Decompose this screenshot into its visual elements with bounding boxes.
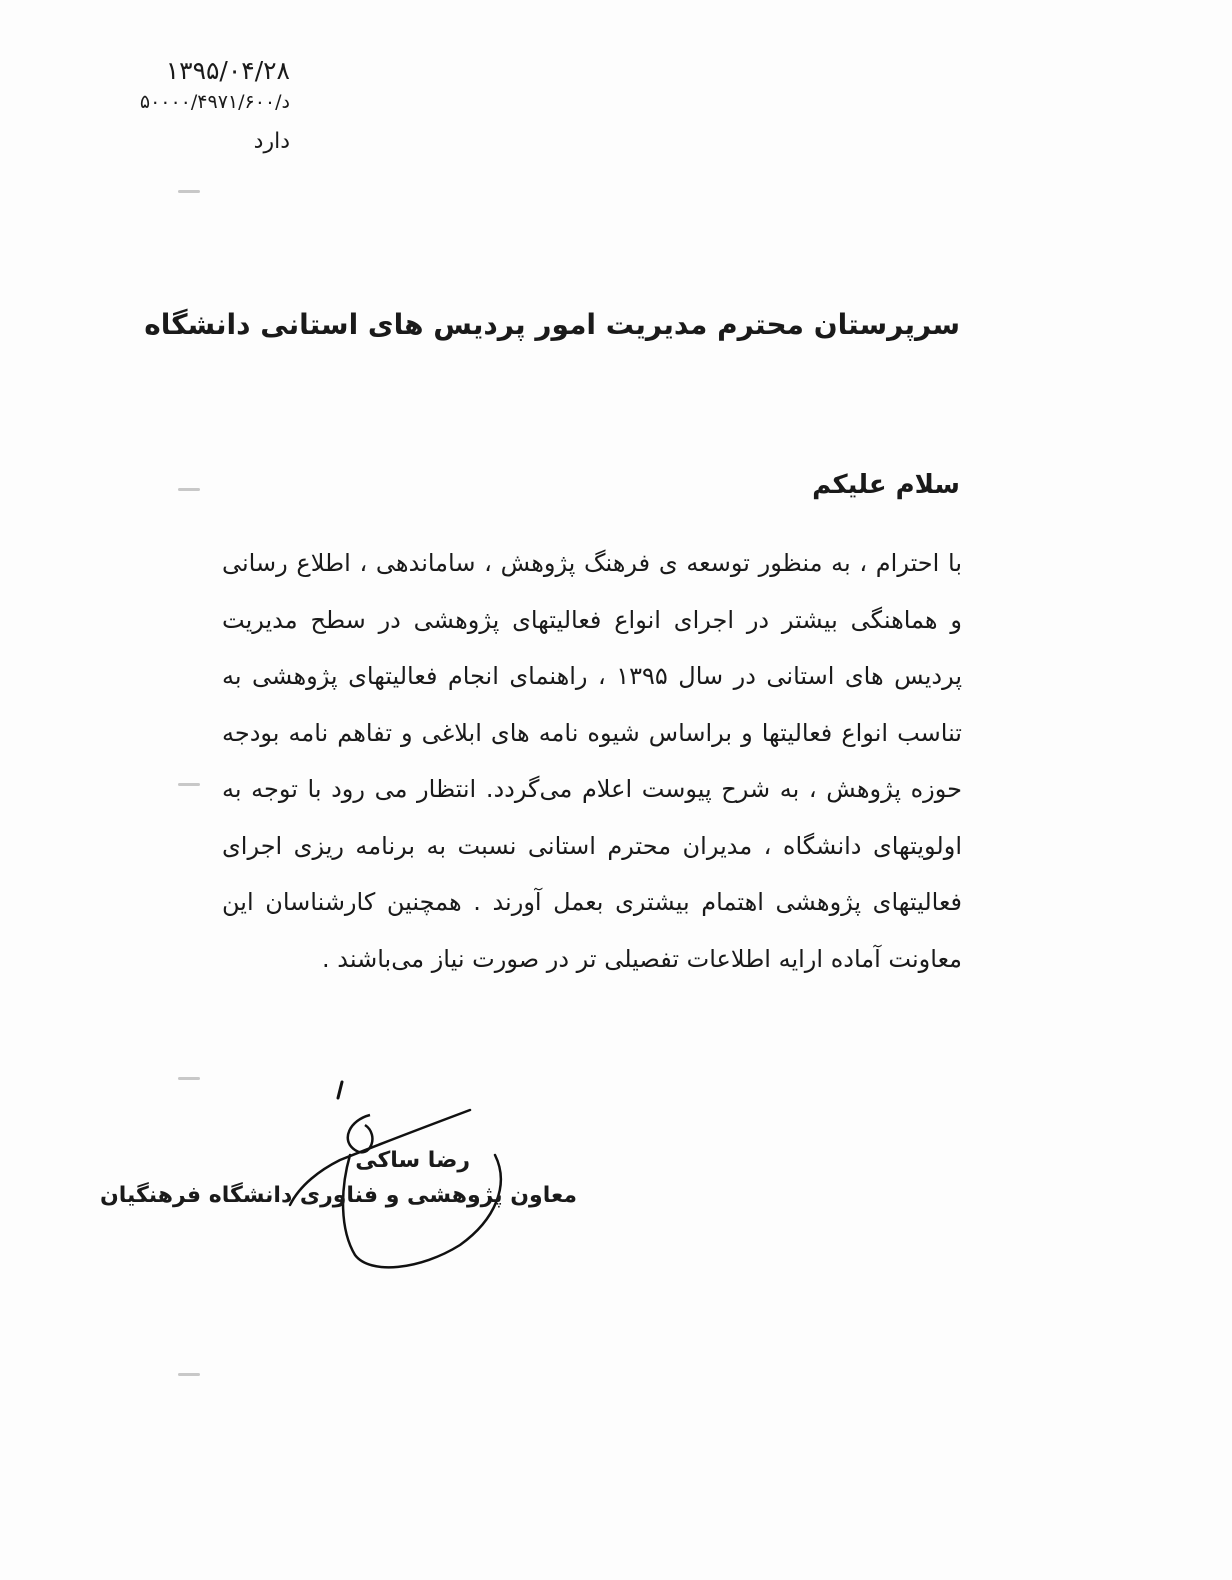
- signatory-title: معاون پژوهشی و فناوری دانشگاه فرهنگیان: [99, 1183, 577, 1208]
- signatory-name: رضا ساکی: [355, 1148, 470, 1173]
- scan-speck: [178, 1373, 200, 1376]
- handwritten-signature: [280, 1070, 520, 1280]
- letter-number: د/۵۰۰۰۰/۴۹۷۱/۶۰۰: [139, 91, 290, 113]
- scan-speck: [178, 1077, 200, 1080]
- scan-speck: [178, 190, 200, 193]
- greeting: سلام علیکم: [812, 470, 960, 500]
- letter-body: با احترام ، به منظور توسعه ی فرهنگ پژوهش ، ساماندهی ، اطلاع رسانی و هماهنگی بیشتر در اجرای انواع فعالیتهای پژوهشی در سطح مدیریت پردیس های استانی در سال ۱۳۹۵ ، راهنمای انجام فعالیتهای پژوهشی به تناسب انواع فعالیتها و براساس شیوه نامه های ابلاغی و تفاهم نامه بودجه حوزه پژوهش ، به شرح پیوست اعلام می‌گردد. انتظار می رود با توجه به اولویتهای دانشگاه ، مدیران محترم استانی نسبت به برنامه ریزی اجرای فعالیتهای پژوهشی اهتمام بیشتری بعمل آورند . همچنین کارشناسان این معاونت آماده ارایه اطلاعات تفصیلی تر در صورت نیاز می‌باشند .: [222, 549, 963, 973]
- scan-speck: [178, 488, 200, 491]
- attachment-status: دارد: [253, 129, 290, 154]
- scan-speck: [178, 783, 200, 786]
- addressee: سرپرستان محترم مدیریت امور پردیس های استانی دانشگاه: [144, 308, 960, 341]
- letter-meta: [100, 55, 290, 159]
- letter-date: ۱۳۹۵/۰۴/۲۸: [165, 56, 290, 85]
